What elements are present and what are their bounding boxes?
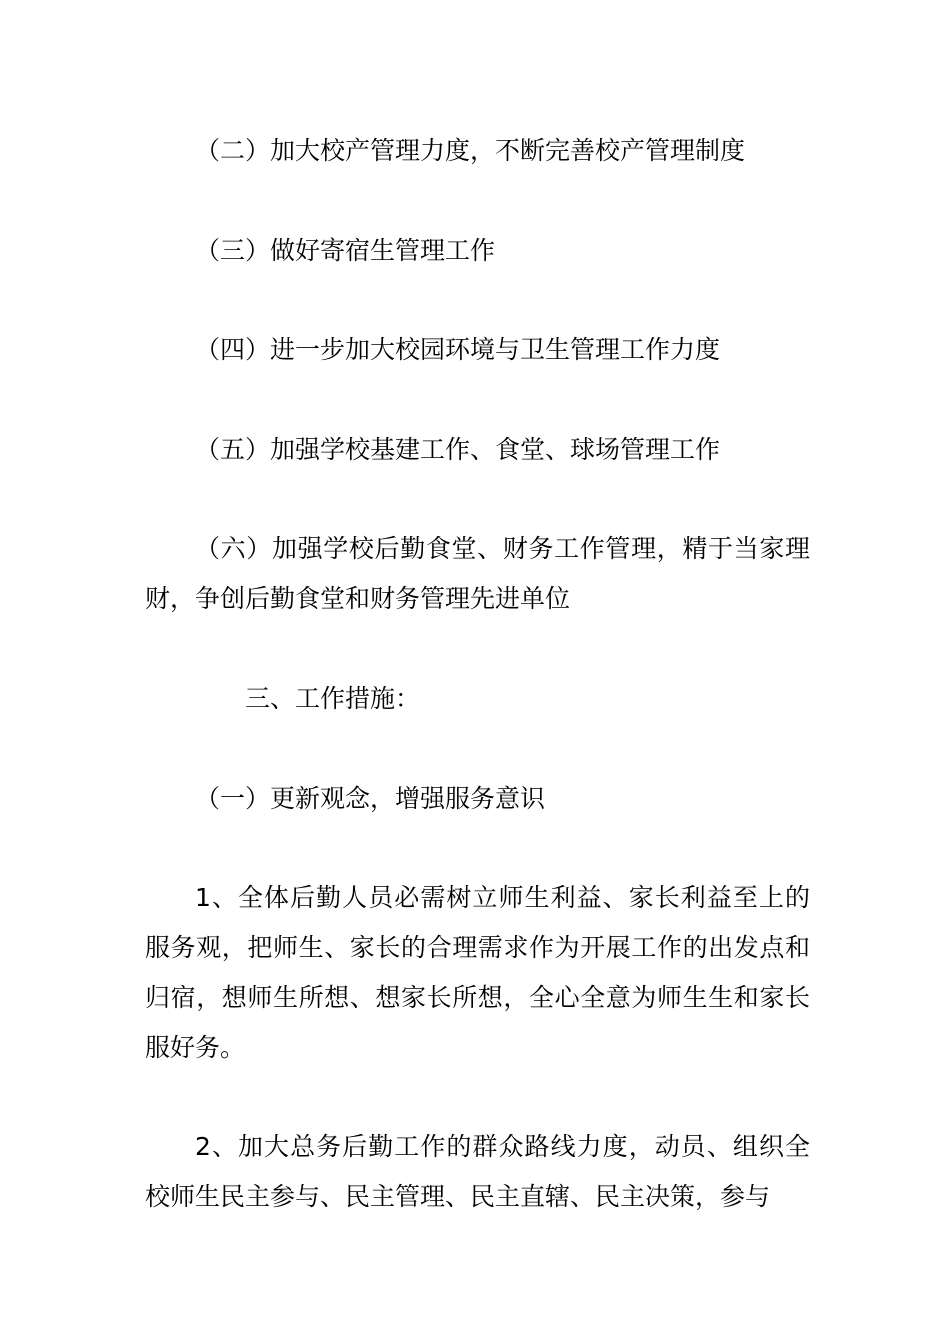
paragraph-campus-environment: （四）进一步加大校园环境与卫生管理工作力度 xyxy=(195,335,721,364)
paragraph-boarding-students: （三）做好寄宿生管理工作 xyxy=(195,236,496,265)
paragraph-canteen-finance: （六）加强学校后勤食堂、财务工作管理，精于当家理财，争创后勤食堂和财务管理先进单位 xyxy=(145,534,810,613)
paragraph-service-awareness: （一）更新观念，增强服务意识 xyxy=(195,784,546,813)
paragraph-campus-property: （二）加大校产管理力度，不断完善校产管理制度 xyxy=(195,136,746,165)
paragraph-item-2: 2、加大总务后勤工作的群众路线力度，动员、组织全校师生民主参与、民主管理、民主直辖、民主决策，参与 xyxy=(145,1132,810,1211)
section-heading-measures: 三、工作措施： xyxy=(245,684,421,713)
paragraph-item-1: 1、全体后勤人员必需树立师生利益、家长利益至上的服务观，把师生、家长的合理需求作为开展工作的出发点和归宿，想师生所想、想家长所想，全心全意为师生生和家长服好务。 xyxy=(145,883,810,1062)
paragraph-infrastructure: （五）加强学校基建工作、食堂、球场管理工作 xyxy=(195,435,721,464)
